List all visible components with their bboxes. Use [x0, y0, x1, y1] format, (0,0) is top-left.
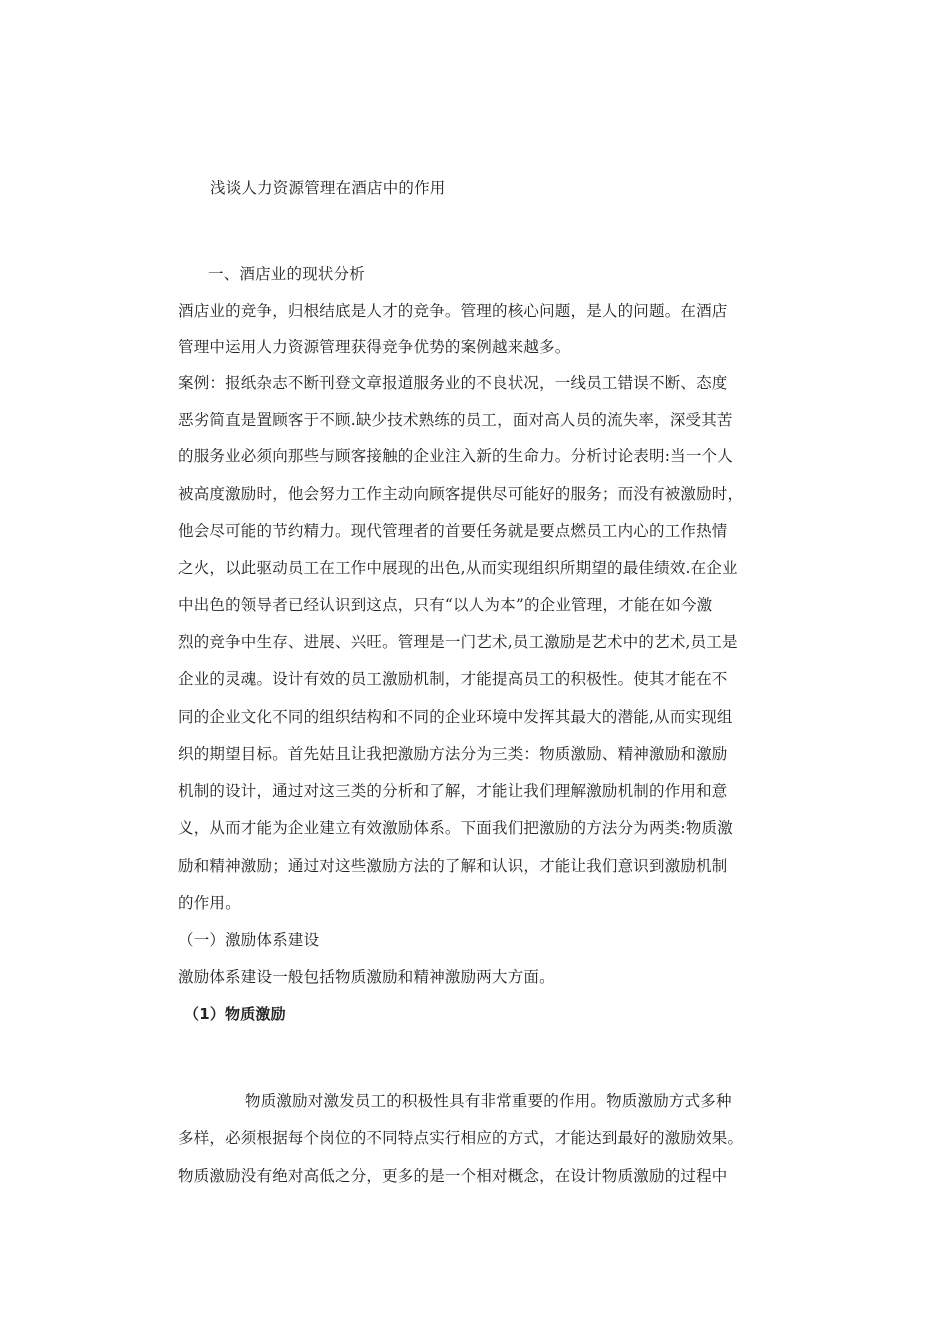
paragraph-line: 义，从而才能为企业建立有效激励体系。下面我们把激励的方法分为两类:物质激 — [178, 819, 733, 837]
paragraph-line: 励和精神激励；通过对这些激励方法的了解和认识，才能让我们意识到激励机制 — [178, 857, 728, 875]
section-heading: 一、酒店业的现状分析 — [208, 265, 366, 283]
paragraph-line: 案例：报纸杂志不断刊登文章报道服务业的不良状况，一线员工错误不断、态度 — [178, 374, 728, 392]
paragraph-line: 的服务业必须向那些与顾客接触的企业注入新的生命力。分析讨论表明:当一个人 — [178, 447, 733, 465]
paragraph-line: 织的期望目标。首先姑且让我把激励方法分为三类：物质激励、精神激励和激励 — [178, 745, 728, 763]
paragraph-line: 之火，以此驱动员工在工作中展现的出色,从而实现组织所期望的最佳绩效.在企业 — [178, 559, 738, 577]
paragraph-line: 被高度激励时，他会努力工作主动向顾客提供尽可能好的服务；而没有被激励时， — [178, 485, 744, 503]
document-title: 浅谈人力资源管理在酒店中的作用 — [210, 179, 446, 197]
item-paragraph-line: 多样，必须根据每个岗位的不同特点实行相应的方式，才能达到最好的激励效果。 — [178, 1129, 744, 1147]
item-paragraph-line: 物质激励没有绝对高低之分，更多的是一个相对概念，在设计物质激励的过程中 — [178, 1167, 728, 1185]
subsection-text: 激励体系建设一般包括物质激励和精神激励两大方面。 — [178, 968, 555, 986]
subsection-heading: （一）激励体系建设 — [178, 931, 320, 949]
paragraph-line: 恶劣简直是置顾客于不顾.缺少技术熟练的员工，面对高人员的流失率，深受其苦 — [178, 411, 733, 429]
paragraph-line: 同的企业文化不同的组织结构和不同的企业环境中发挥其最大的潜能,从而实现组 — [178, 708, 733, 726]
paragraph-line: 烈的竞争中生存、进展、兴旺。管理是一门艺术,员工激励是艺术中的艺术,员工是 — [178, 633, 738, 651]
paragraph-line: 管理中运用人力资源管理获得竞争优势的案例越来越多。 — [178, 338, 571, 356]
item-paragraph-line: 物质激励对激发员工的积极性具有非常重要的作用。物质激励方式多种 — [245, 1092, 732, 1110]
paragraph-line: 酒店业的竞争，归根结底是人才的竞争。管理的核心问题，是人的问题。在酒店 — [178, 302, 728, 320]
paragraph-line: 的作用。 — [178, 894, 241, 912]
paragraph-line: 他会尽可能的节约精力。现代管理者的首要任务就是要点燃员工内心的工作热情 — [178, 522, 728, 540]
paragraph-line: 机制的设计，通过对这三类的分析和了解，才能让我们理解激励机制的作用和意 — [178, 782, 728, 800]
paragraph-line: 中出色的领导者已经认识到这点，只有“以人为本”的企业管理，才能在如今激 — [178, 596, 713, 614]
paragraph-line: 企业的灵魂。设计有效的员工激励机制，才能提高员工的积极性。使其才能在不 — [178, 670, 728, 688]
item-heading: （1）物质激励 — [184, 1005, 286, 1023]
